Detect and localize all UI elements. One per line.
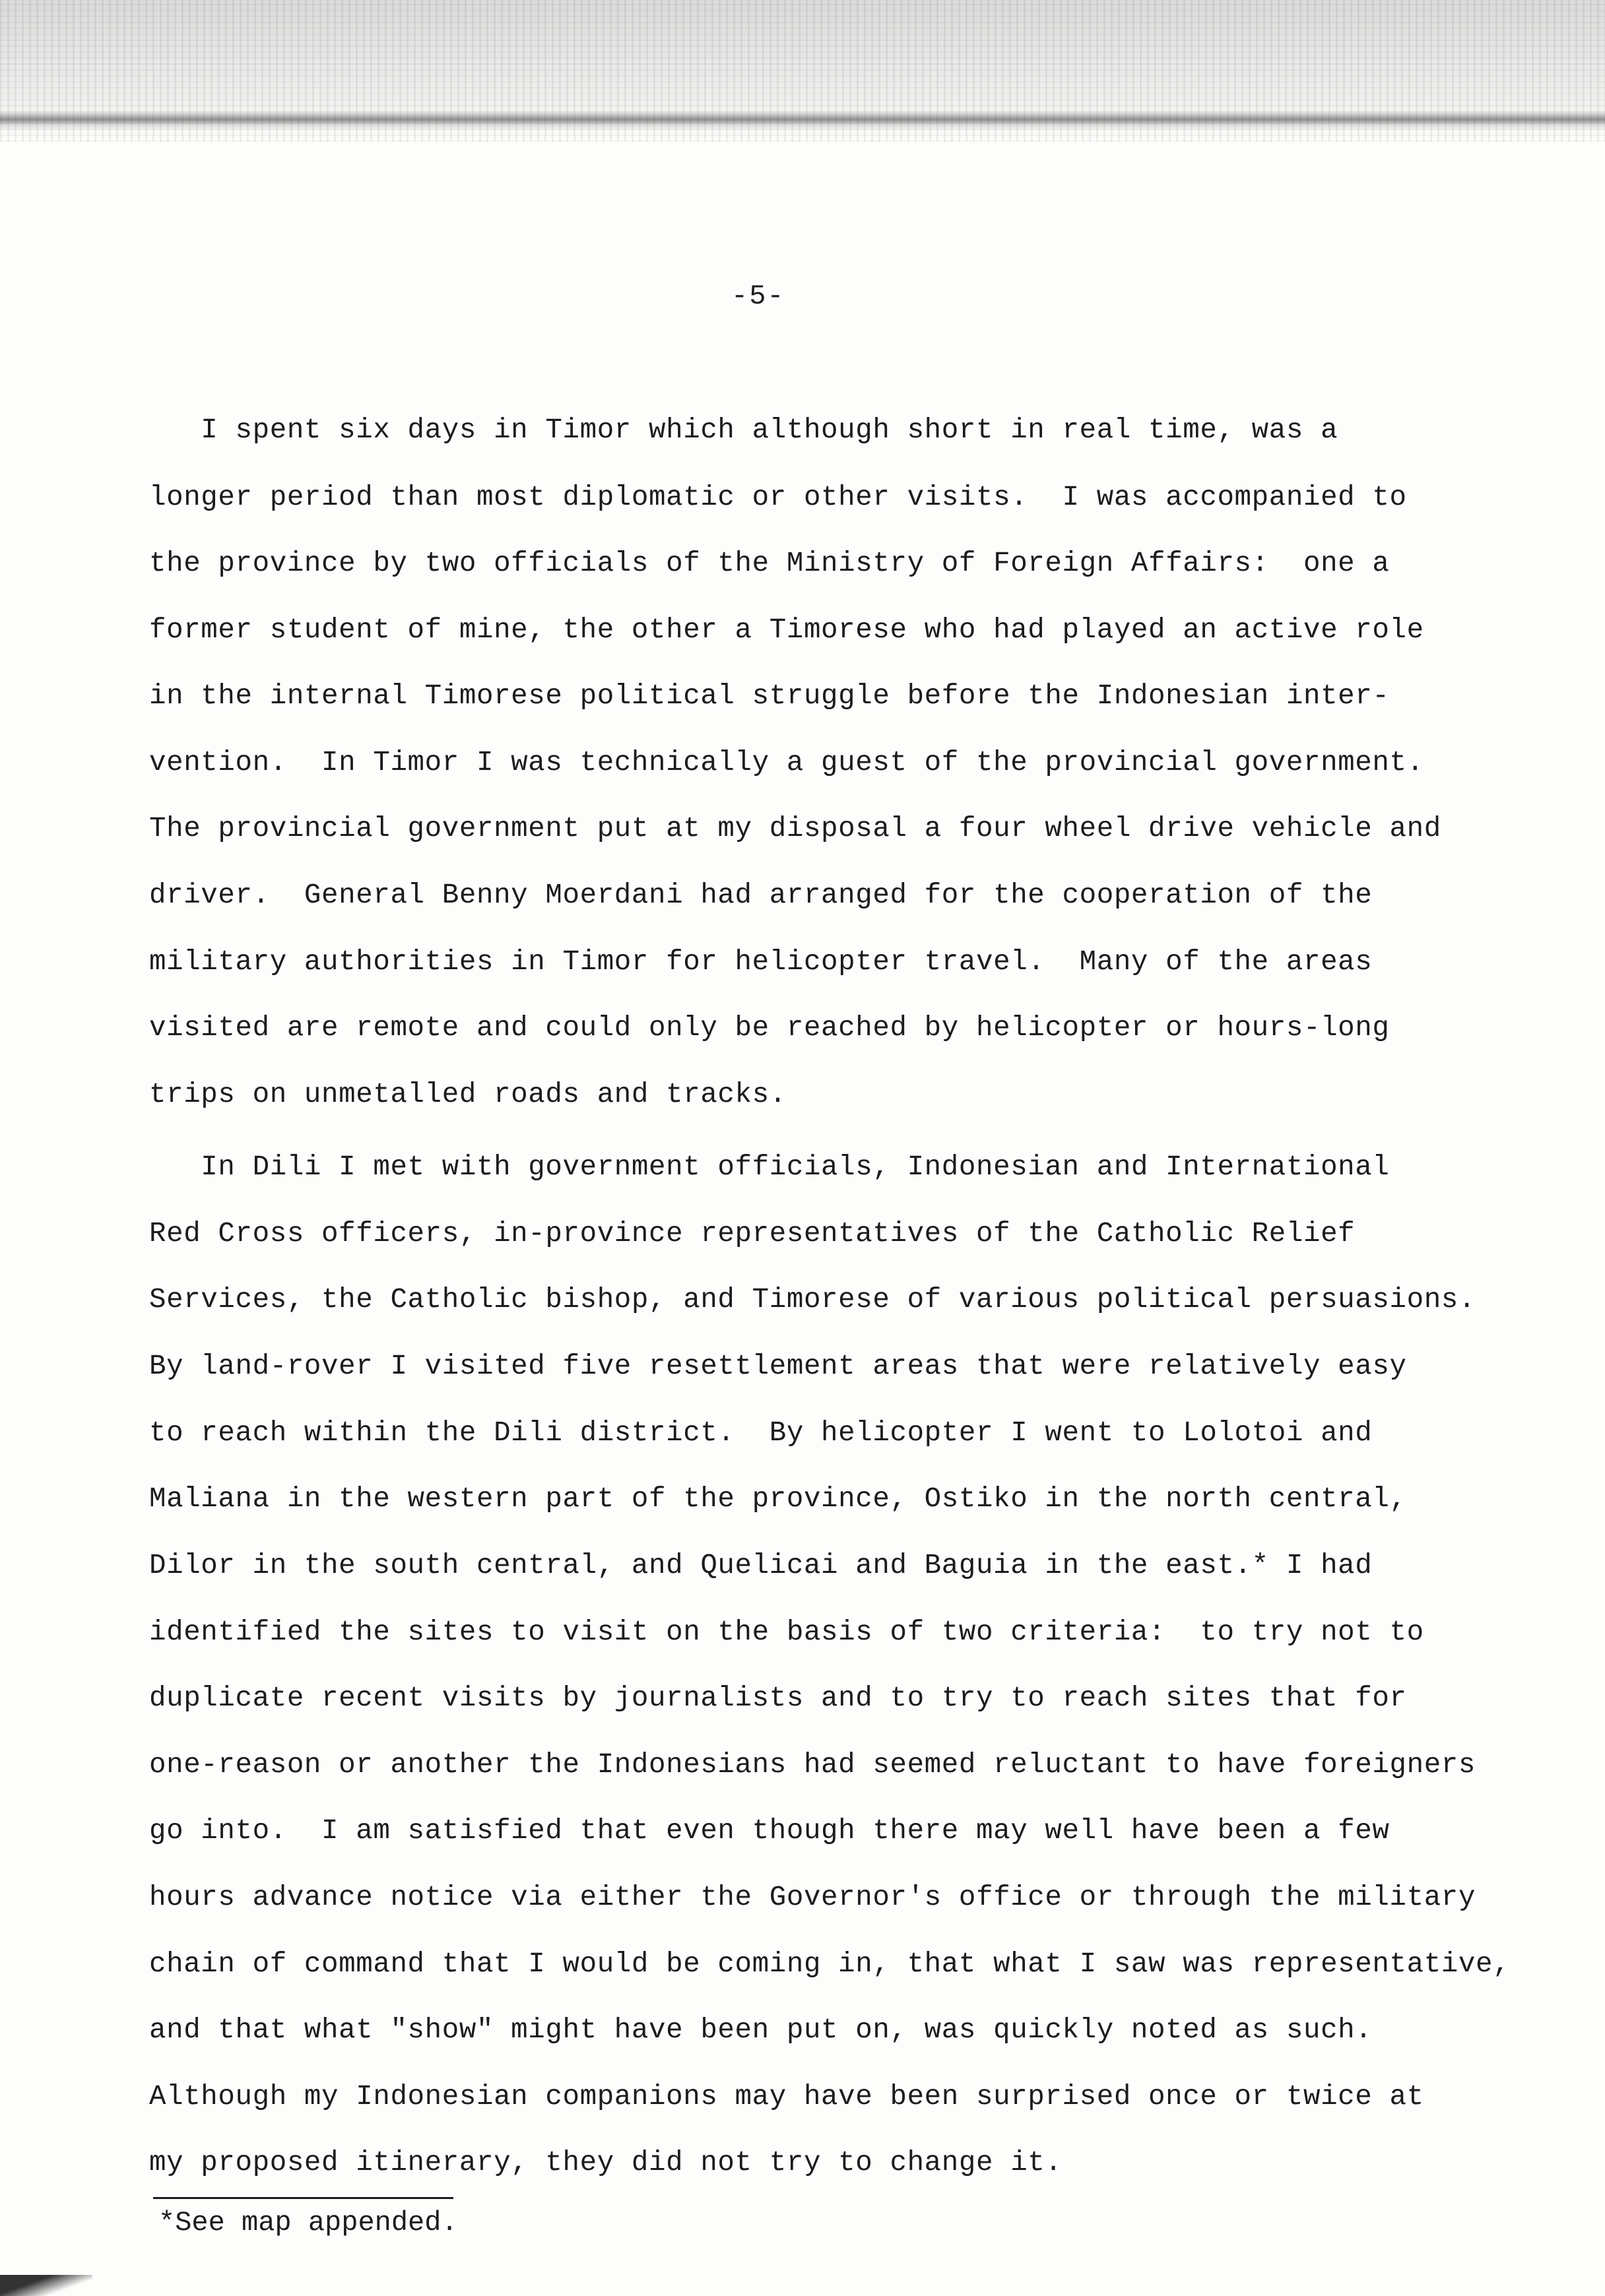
text-line: the province by two officials of the Ministry of Foreign Affairs: one a <box>149 548 1390 579</box>
page-number: -5- <box>731 280 785 312</box>
scan-corner-mark <box>0 2275 92 2296</box>
text-line: driver. General Benny Moerdani had arranged for the cooperation of the <box>149 879 1373 911</box>
text-line: Services, the Catholic bishop, and Timorese of various political persuasions. <box>149 1284 1476 1316</box>
text-line: identified the sites to visit on the basis of two criteria: to try not to <box>149 1616 1424 1648</box>
text-line: my proposed itinerary, they did not try to change it. <box>149 2147 1063 2179</box>
text-line: Maliana in the western part of the province, Ostiko in the north central, <box>149 1483 1407 1515</box>
text-line: Red Cross officers, in-province representatives of the Catholic Relief <box>149 1218 1356 1250</box>
text-line: former student of mine, the other a Timorese who had played an active role <box>149 614 1424 646</box>
footnote: *See map appended. <box>158 2207 458 2239</box>
text-line: go into. I am satisfied that even though there may well have been a few <box>149 1815 1390 1847</box>
scan-edge-shadow <box>0 111 1605 131</box>
text-line: duplicate recent visits by journalists and to try to reach sites that for <box>149 1682 1407 1714</box>
text-line: trips on unmetalled roads and tracks. <box>149 1079 787 1110</box>
text-line: to reach within the Dili district. By helicopter I went to Lolotoi and <box>149 1417 1373 1449</box>
text-line: in the internal Timorese political struggle before the Indonesian inter- <box>149 680 1390 712</box>
text-line: vention. In Timor I was technically a guest of the provincial government. <box>149 747 1424 779</box>
text-line: Although my Indonesian companions may have been surprised once or twice at <box>149 2081 1424 2113</box>
text-line: In Dili I met with government officials, Indonesian and International <box>149 1151 1390 1183</box>
text-line: The provincial government put at my disposal a four wheel drive vehicle and <box>149 813 1441 845</box>
text-line: I spent six days in Timor which although short in real time, was a <box>149 414 1338 446</box>
text-line: military authorities in Timor for helicopter travel. Many of the areas <box>149 946 1373 978</box>
text-line: hours advance notice via either the Governor's office or through the military <box>149 1882 1476 1913</box>
text-line: one-reason or another the Indonesians had seemed reluctant to have foreigners <box>149 1749 1476 1781</box>
footnote-rule <box>153 2197 453 2199</box>
text-line: By land-rover I visited five resettlement areas that were relatively easy <box>149 1351 1407 1382</box>
text-line: Dilor in the south central, and Quelicai and Baguia in the east.* I had <box>149 1550 1373 1581</box>
text-line: visited are remote and could only be reached by helicopter or hours-long <box>149 1012 1390 1044</box>
text-line: and that what "show" might have been put on, was quickly noted as such. <box>149 2014 1373 2046</box>
text-line: longer period than most diplomatic or other visits. I was accompanied to <box>149 482 1407 513</box>
text-line: chain of command that I would be coming in, that what I saw was representative, <box>149 1948 1511 1980</box>
